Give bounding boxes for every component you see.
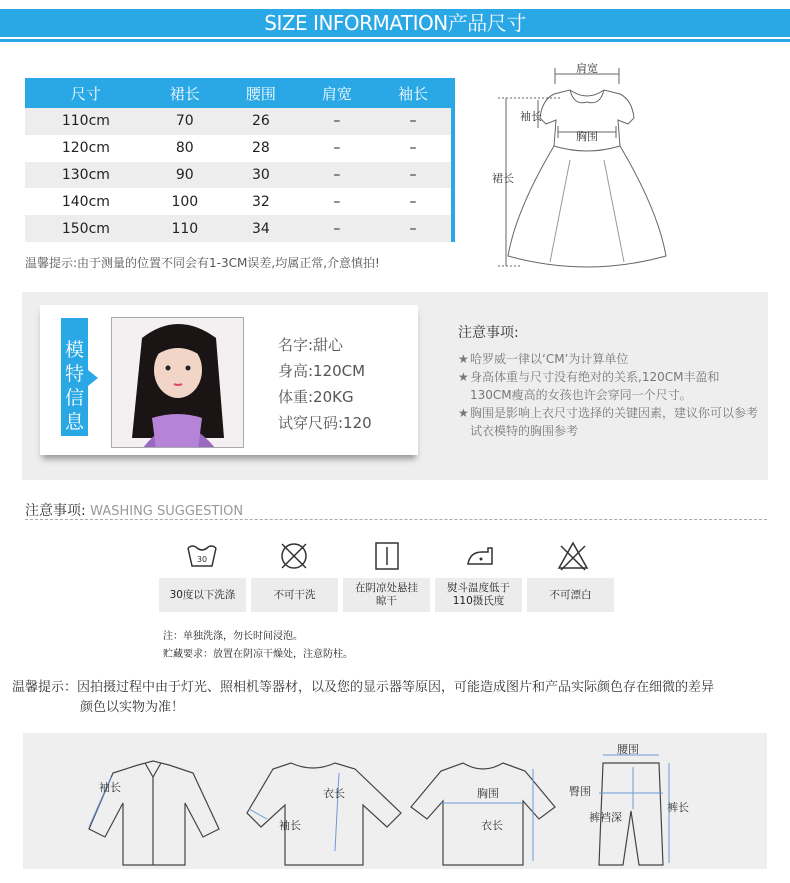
guide-label: 裤长 — [667, 801, 689, 814]
model-tried-size: 试穿尺码:120 — [278, 414, 372, 432]
table-cell: – — [299, 108, 375, 135]
size-table-header — [25, 78, 451, 108]
table-cell: 70 — [147, 108, 223, 135]
table-row — [25, 162, 451, 189]
star-icon: ★ — [458, 406, 469, 420]
tab-char: 模 — [64, 339, 84, 361]
table-cell: – — [375, 162, 451, 189]
wash-temp: 30 — [196, 555, 208, 564]
star-icon: ★ — [458, 352, 469, 366]
table-cell: 110 — [147, 215, 223, 242]
table-row — [25, 135, 451, 162]
dress-shoulder-label: 肩宽 — [576, 62, 598, 75]
star-icon: ★ — [458, 370, 469, 384]
note-text: 哈罗威一律以‘CM’为计算单位 — [470, 352, 629, 366]
table-cell: – — [375, 135, 451, 162]
table-cell: 100 — [147, 188, 223, 215]
note-text: 身高体重与尺寸没有绝对的关系,120CM丰盈和130CM瘦高的女孩也许会穿同一个尺寸。 — [470, 370, 720, 402]
table-cell: 140cm — [25, 188, 147, 215]
disclaimer-label: 温馨提示： — [12, 680, 78, 695]
guide-label: 袖长 — [99, 781, 121, 794]
notes-panel — [458, 322, 758, 440]
wash-label: 熨斗温度低于110摄氏度 — [435, 578, 522, 612]
model-name: 名字:甜心 — [278, 336, 344, 354]
table-cell: 90 — [147, 162, 223, 189]
table-cell: 130cm — [25, 162, 147, 189]
notes-title: 注意事项: — [458, 325, 519, 341]
washing-title — [25, 500, 243, 520]
color-disclaimer — [12, 678, 782, 718]
header-cell: 尺寸 — [25, 78, 147, 108]
dress-length-label: 裙长 — [492, 172, 514, 185]
banner-underline — [0, 39, 790, 42]
size-tip: 温馨提示:由于测量的位置不同会有1-3CM误差,均属正常,介意慎拍! — [25, 256, 380, 270]
note-item — [458, 404, 758, 440]
washing-title-cn: 注意事项: — [25, 503, 86, 519]
note-text: 胸围是影响上衣尺寸选择的关键因素，建议你可以参考试衣模特的胸围参考 — [470, 406, 759, 438]
model-details — [278, 332, 372, 436]
measurement-guide — [23, 733, 767, 869]
guide-label: 衣长 — [481, 819, 503, 832]
divider — [25, 519, 767, 520]
table-cell: – — [299, 215, 375, 242]
table-cell: 150cm — [25, 215, 147, 242]
guide-label: 臀围 — [569, 785, 591, 798]
wash-label: 在阴凉处悬挂晾干 — [343, 578, 430, 612]
storage-note: 贮藏要求：放置在阴凉干燥处，注意防柱。 — [163, 649, 353, 660]
table-cell: – — [299, 162, 375, 189]
table-cell: 34 — [223, 215, 299, 242]
banner-title: SIZE INFORMATION产品尺寸 — [264, 11, 526, 35]
header-cell: 腰围 — [223, 78, 299, 108]
dress-sleeve-label: 袖长 — [520, 110, 542, 123]
table-row — [25, 188, 451, 215]
guide-label: 衣长 — [323, 787, 345, 800]
table-row — [25, 108, 451, 135]
guide-label: 胸围 — [477, 787, 499, 800]
sweater-icon — [247, 763, 401, 865]
header-banner — [0, 9, 790, 45]
table-cell: 26 — [223, 108, 299, 135]
washing-title-en: WASHING SUGGESTION — [90, 504, 244, 519]
table-row — [25, 215, 451, 242]
dress-measurement-diagram — [480, 60, 670, 272]
table-cell: 120cm — [25, 135, 147, 162]
table-cell: – — [375, 108, 451, 135]
table-cell: 32 — [223, 188, 299, 215]
table-cell: – — [299, 188, 375, 215]
note-item — [458, 368, 758, 404]
tab-char: 息 — [64, 411, 84, 433]
no-bleach-icon — [555, 538, 591, 574]
model-weight: 体重:20KG — [278, 388, 354, 406]
wash-label: 不可漂白 — [527, 578, 614, 612]
wash-label: 不可干洗 — [251, 578, 338, 612]
guide-label: 腰围 — [617, 743, 639, 756]
header-cell: 袖长 — [375, 78, 451, 108]
table-cell: 80 — [147, 135, 223, 162]
guide-label: 袖长 — [279, 819, 301, 832]
no-dry-clean-icon — [276, 538, 312, 574]
table-cell: – — [375, 215, 451, 242]
header-cell: 肩宽 — [299, 78, 375, 108]
dress-chest-label: 胸围 — [576, 130, 598, 143]
table-cell: – — [375, 188, 451, 215]
model-info-tab — [61, 318, 88, 436]
table-cell: 30 — [223, 162, 299, 189]
iron-icon — [462, 538, 498, 574]
model-height: 身高:120CM — [278, 362, 366, 380]
tab-char: 特 — [64, 363, 84, 385]
size-table — [25, 78, 455, 242]
disclaimer-line2: 颜色以实物为准！ — [80, 700, 185, 715]
table-cell: 28 — [223, 135, 299, 162]
header-cell: 裙长 — [147, 78, 223, 108]
disclaimer-line1: 因拍摄过程中由于灯光、照相机等器材，以及您的显示器等原因，可能造成图片和产品实际颜色存在细微的差异 — [77, 680, 715, 695]
wash-label: 30度以下洗涤 — [159, 578, 246, 612]
tab-char: 信 — [64, 387, 84, 409]
tab-arrow-icon — [88, 370, 98, 386]
note-item — [458, 350, 758, 368]
wash-note: 注：单独洗涤，勿长时间浸泡。 — [163, 631, 303, 642]
shirt-icon — [89, 761, 219, 865]
table-cell: 110cm — [25, 108, 147, 135]
model-photo — [111, 317, 244, 448]
hang-dry-icon — [369, 538, 405, 574]
guide-label: 裤裆深 — [589, 811, 622, 824]
table-cell: – — [299, 135, 375, 162]
wash-30-icon — [184, 538, 220, 574]
